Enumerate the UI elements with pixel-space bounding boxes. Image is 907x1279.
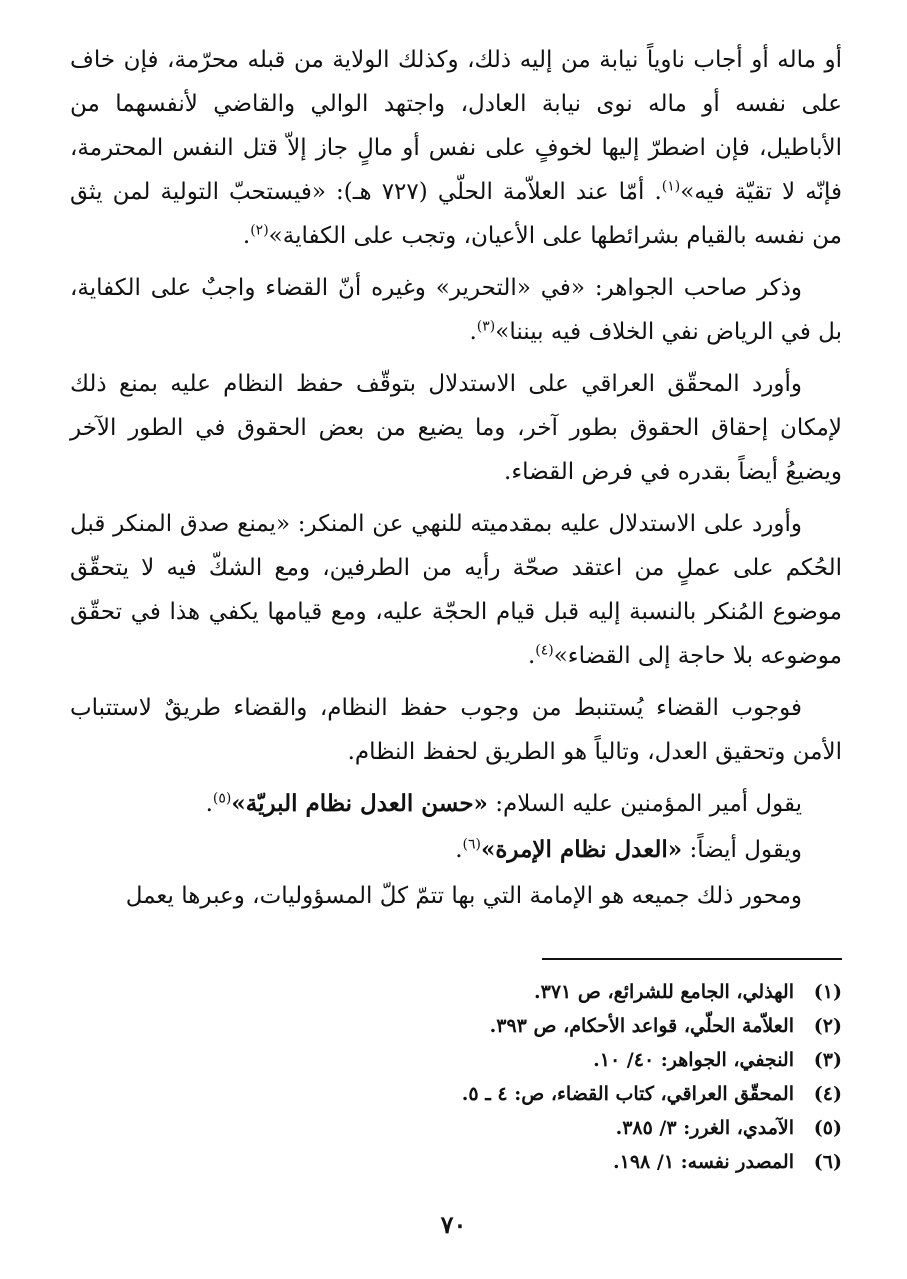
paragraph-text: . — [469, 319, 477, 345]
footnote-ref[interactable]: (٦) — [462, 836, 481, 853]
footnote-divider — [542, 958, 842, 960]
paragraph-text: فوجوب القضاء يُستنبط من وجوب حفظ النظام، والقضاء طريقٌ لاستتباب الأمن وتحقيق العدل، وتالياً هو الطريق لحفظ النظام. — [70, 695, 842, 765]
paragraph-text: . — [455, 837, 463, 863]
paragraph-text: . — [205, 791, 213, 817]
footnote-ref[interactable]: (٥) — [212, 790, 232, 807]
footnote-item — [142, 1145, 842, 1179]
footnote-item — [142, 1111, 842, 1145]
paragraph-text: وذكر صاحب الجواهر: «في «التحرير» وغيره أنّ القضاء واجبٌ على الكفاية، بل في الرياض نفي الخلاف فيه بيننا» — [70, 275, 842, 345]
paragraph-8 — [70, 874, 842, 918]
footnote-number: (٥) — [813, 1117, 842, 1139]
footnote-text: الآمدي، الغرر: ٣/ ٣٨٥. — [615, 1117, 794, 1139]
paragraph-text: . — [242, 223, 251, 249]
footnote-item — [142, 975, 842, 1009]
page-body — [70, 38, 842, 926]
footnote-text: العلاّمة الحلّي، قواعد الأحكام، ص ٣٩٣. — [489, 1015, 794, 1037]
footnote-ref[interactable]: (٤) — [535, 642, 554, 659]
footnote-number: (٢) — [813, 1015, 842, 1037]
footnote-number: (٤) — [813, 1083, 842, 1105]
quote-text: «العدل نظام الإمرة» — [481, 836, 683, 863]
paragraph-text: ومحور ذلك جميعه هو الإمامة التي بها تتمّ كلّ المسؤوليات، وعبرها يعمل — [125, 883, 802, 909]
paragraph-text: . أمّا عند العلاّمة الحلّي (٧٢٧ هـ): «فيستحبّ التولية لمن يثق من نفسه بالقيام بشرائطها على الأعيان، وتجب على الكفاية» — [70, 179, 842, 249]
footnote-number: (١) — [813, 981, 842, 1003]
paragraph-text: وأورد على الاستدلال عليه بمقدميته للنهي عن المنكر: «يمنع صدق المنكر قبل الحُكم على عملٍ من اعتقد صحّة رأيه من الطرفين، ومع الشكّ فيه لا يتحقّق موضوع المُنكر بالنسبة إليه قبل قيام الحجّة عليه، ومع قيامها يكفي هذا في تحقّق موضوعه بلا حاجة إلى القضاء» — [70, 511, 842, 669]
paragraph-text: . — [527, 643, 536, 669]
footnote-text: الهذلي، الجامع للشرائع، ص ٣٧١. — [534, 981, 794, 1003]
footnote-text: النجفي، الجواهر: ٤٠/ ١٠. — [593, 1049, 794, 1071]
footnote-number: (٣) — [813, 1049, 842, 1071]
paragraph-3 — [70, 362, 842, 494]
paragraph-text: يقول أمير المؤمنين عليه السلام: — [487, 791, 802, 817]
paragraph-4 — [70, 502, 842, 678]
footnote-ref[interactable]: (٢) — [250, 222, 269, 239]
paragraph-7 — [70, 828, 842, 872]
footnote-text: المحقّق العراقي، كتاب القضاء، ص: ٤ ـ ٥. — [461, 1083, 794, 1105]
paragraph-2 — [70, 266, 842, 354]
footnote-number: (٦) — [813, 1151, 842, 1173]
paragraph-5 — [70, 686, 842, 774]
paragraph-text: وأورد المحقّق العراقي على الاستدلال بتوقّف حفظ النظام عليه بمنع ذلك لإمكان إحقاق الحقوق بطور آخر، وما يضيع من بعض الحقوق في الطور الآخر ويضيعُ أيضاً بقدره في فرض القضاء. — [70, 371, 842, 485]
footnote-item — [142, 1009, 842, 1043]
footnote-ref[interactable]: (١) — [661, 178, 681, 195]
footnotes-list — [142, 975, 842, 1179]
page-number: ٧٠ — [440, 1210, 467, 1239]
paragraph-text: ويقول أيضاً: — [682, 837, 802, 863]
footnote-ref[interactable]: (٣) — [476, 318, 496, 335]
footnote-text: المصدر نفسه: ١/ ١٩٨. — [613, 1151, 794, 1173]
footnote-item — [142, 1077, 842, 1111]
paragraph-1 — [70, 38, 842, 258]
quote-text: «حسن العدل نظام البريّة» — [231, 790, 488, 817]
paragraph-6 — [70, 782, 842, 826]
paragraph-text: أو ماله أو أجاب ناوياً نيابة من إليه ذلك، وكذلك الولاية من قبله محرّمة، فإن خاف على نفسه أو ماله نوى نيابة العادل، واجتهد الوالي والقاضي لأنفسهما من الأباطيل، فإن اضطرّ إليها لخوفٍ على نفس أو مالٍ جاز إلاّ قتل النفس المحترمة، فإنّه لا تقيّة فيه» — [70, 47, 842, 205]
footnote-item — [142, 1043, 842, 1077]
